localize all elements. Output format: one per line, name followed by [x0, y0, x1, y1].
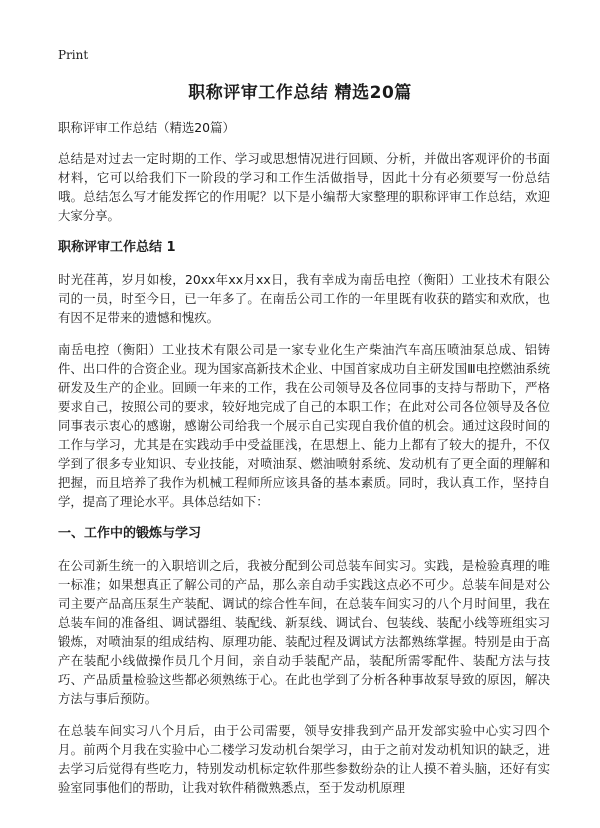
- document-subtitle: 职称评审工作总结（精选20篇）: [58, 120, 235, 135]
- paragraph-3: 在公司新生统一的入职培训之后，我被分配到公司总装车间实习。实践，是检验真理的唯一标准；如果想真正了解公司的产品，那么亲自动手实践这点必不可少。总装车间是对公司主要产品高压泵生产装配、调试的综合性车间，在总装车间实习的八个月时间里，我在总装车间的准备组、调试器组、装配线、新泵线、调试台、包装线、装配小线等班组实习锻炼，对喷油泵的组成结构、原理功能、装配过程及调试方法都熟练掌握。特别是由于高产在装配小线做操作员几个月间，亲自动手装配产品，装配所需零配件、装配方法与技巧、产品质量检验这些都必须熟练于心。在此也学到了分析各种事故泵导致的原因，解决方法与事后预防。: [58, 558, 550, 706]
- print-link[interactable]: Print: [58, 48, 89, 62]
- section-heading-2: 一、工作中的锻炼与学习: [58, 526, 202, 541]
- paragraph-4: 在总装车间实习八个月后，由于公司需要，领导安排我到产品开发部实验中心实习四个月。前两个月我在实验中心二楼学习发动机台架学习，由于之前对发动机知识的缺乏，进去学习后觉得有些吃力，特别发动机标定软件那些参数纷杂的让人摸不着头脑，还好有实验室同事他们的帮助，让我对软件稍微熟悉点，至于发动机原理: [58, 723, 550, 795]
- paragraph-2: 南岳电控（衡阳）工业技术有限公司是一家专业化生产柴油汽车高压喷油泵总成、铝铸件、出口件的合资企业。现为国家高新技术企业、中国首家成功自主研发国Ⅲ电控燃油系统研发及生产的企业。回顾一年来的工作，我在公司领导及各位同事的支持与帮助下，严格要求自己，按照公司的要求，较好地完成了自己的本职工作；在此对公司各位领导及各位同事表示衷心的感谢，感谢公司给我一个展示自己实现自我价值的机会。通过这段时间的工作与学习，尤其是在实践动手中受益匪浅，在思想上、能力上都有了较大的提升，不仅学到了很多专业知识、专业技能，对喷油泵、燃油喷射系统、发动机有了更全面的理解和把握，而且培养了我作为机械工程师所应该具备的基本素质。同时，我认真工作，坚持自学，提高了理论水平。具体总结如下：: [58, 342, 550, 509]
- section-heading-1: 职称评审工作总结 1: [58, 240, 176, 255]
- document-body: [58, 118, 550, 810]
- page-title: 职称评审工作总结 精选20篇: [188, 83, 412, 103]
- paragraph-1: 时光荏苒，岁月如梭，20xx年xx月xx日，我有幸成为南岳电控（衡阳）工业技术有限公司的一员，时至今日，已一年多了。在南岳公司工作的一年里既有收获的踏实和欢欣，也有因不足带来的遗憾和愧疚。: [58, 272, 550, 325]
- intro-paragraph: 总结是对过去一定时期的工作、学习或思想情况进行回顾、分析，并做出客观评价的书面材料，它可以给我们下一阶段的学习和工作生活做指导，因此十分有必须要写一份总结哦。总结怎么写才能发挥它的作用呢？以下是小编帮大家整理的职称评审工作总结，欢迎大家分享。: [58, 151, 550, 223]
